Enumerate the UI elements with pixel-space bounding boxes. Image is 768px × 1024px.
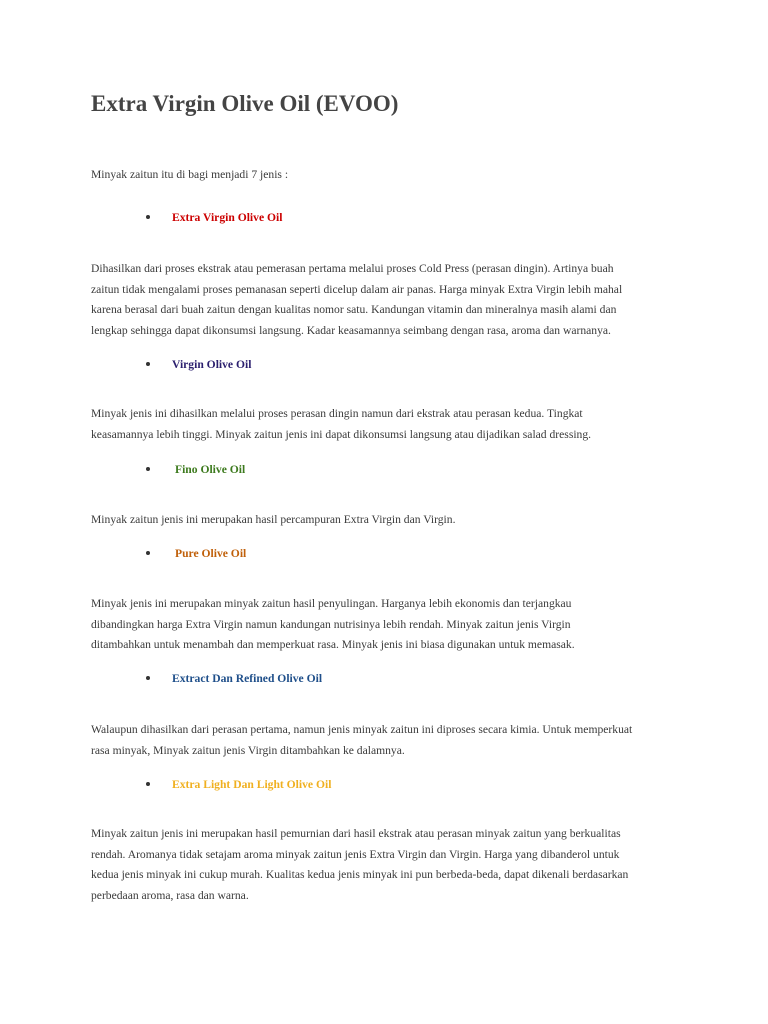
paragraph-extra-virgin <box>91 259 691 341</box>
heading-extra-light: Extra Light Dan Light Olive Oil <box>172 778 332 791</box>
heading-extract-refined: Extract Dan Refined Olive Oil <box>172 672 323 685</box>
paragraph-line: perbedaan aroma, rasa dan warna. <box>91 888 249 902</box>
bullet-icon <box>146 467 150 471</box>
intro-text <box>91 165 691 186</box>
paragraph-extra-light <box>91 824 691 906</box>
paragraph-line: zaitun tidak mengalami proses pemanasan seperti dicelup dalam air panas. Harga minyak Extra Virgin lebih mahal <box>91 282 623 296</box>
paragraph-line: ditambahkan untuk menambah dan memperkuat rasa. Minyak jenis ini biasa digunakan untuk memasak. <box>91 638 575 651</box>
paragraph-line: dibandingkan harga Extra Virgin namun kandungan nutrisinya lebih rendah. Minyak zaitun jenis Virgin <box>91 617 571 631</box>
paragraph-line: rasa minyak, Minyak zaitun jenis Virgin ditambahkan ke dalamnya. <box>91 743 405 757</box>
paragraph-line: rendah. Aromanya tidak setajam aroma minyak zaitun jenis Extra Virgin dan Virgin. Harga yang dibanderol untuk <box>91 847 620 861</box>
intro-line: Minyak zaitun itu di bagi menjadi 7 jenis : <box>91 168 289 181</box>
paragraph-pure <box>91 594 691 656</box>
bullet-icon <box>146 215 150 219</box>
heading-pure: Pure Olive Oil <box>175 547 247 560</box>
paragraph-line: karena berasal dari buah zaitun dengan kualitas nomor satu. Kandungan vitamin dan mineralnya masih alami dan <box>91 303 617 316</box>
paragraph-extract-refined <box>91 720 691 761</box>
paragraph-line: Walaupun dihasilkan dari perasan pertama, namun jenis minyak zaitun ini diproses secara kimia. Untuk memperkuat <box>91 723 633 736</box>
paragraph-line: keasamannya lebih tinggi. Minyak zaitun jenis ini dapat dikonsumsi langsung atau dijadikan salad dressing. <box>91 427 592 441</box>
paragraph-virgin <box>91 404 691 445</box>
paragraph-line: kedua jenis minyak ini cukup murah. Kualitas kedua jenis minyak ini pun berbeda-beda, dapat dikenali berdasarkan <box>91 868 629 881</box>
paragraph-fino <box>91 510 691 531</box>
paragraph-line: Minyak zaitun jenis ini merupakan hasil percampuran Extra Virgin dan Virgin. <box>91 513 456 526</box>
bullet-icon <box>146 362 150 366</box>
bullet-icon <box>146 676 150 680</box>
bullet-icon <box>146 551 150 555</box>
list-item-fino <box>146 462 245 478</box>
paragraph-line: Minyak jenis ini merupakan minyak zaitun hasil penyulingan. Harganya lebih ekonomis dan terjangkau <box>91 597 572 610</box>
list-item-extra-light <box>146 777 331 793</box>
paragraph-line: Minyak jenis ini dihasilkan melalui proses perasan dingin namun dari ekstrak atau perasan kedua. Tingkat <box>91 407 583 420</box>
page-title: Extra Virgin Olive Oil (EVOO) <box>91 91 399 116</box>
paragraph-line: Minyak zaitun jenis ini merupakan hasil pemurnian dari hasil ekstrak atau perasan minyak zaitun yang berkualitas <box>91 827 621 840</box>
paragraph-line: lengkap sehingga dapat dikonsumsi langsung. Kadar keasamannya seimbang dengan rasa, aroma dan warnanya. <box>91 323 611 337</box>
list-item-virgin <box>146 357 251 373</box>
list-item-extract-refined <box>146 671 322 687</box>
heading-virgin: Virgin Olive Oil <box>172 358 252 371</box>
heading-extra-virgin: Extra Virgin Olive Oil <box>172 211 283 224</box>
list-item-pure <box>146 546 246 562</box>
list-item-extra-virgin <box>146 210 282 226</box>
heading-fino: Fino Olive Oil <box>175 463 246 476</box>
bullet-icon <box>146 782 150 786</box>
paragraph-line: Dihasilkan dari proses ekstrak atau pemerasan pertama melalui proses Cold Press (perasan dingin). Artinya buah <box>91 262 614 275</box>
